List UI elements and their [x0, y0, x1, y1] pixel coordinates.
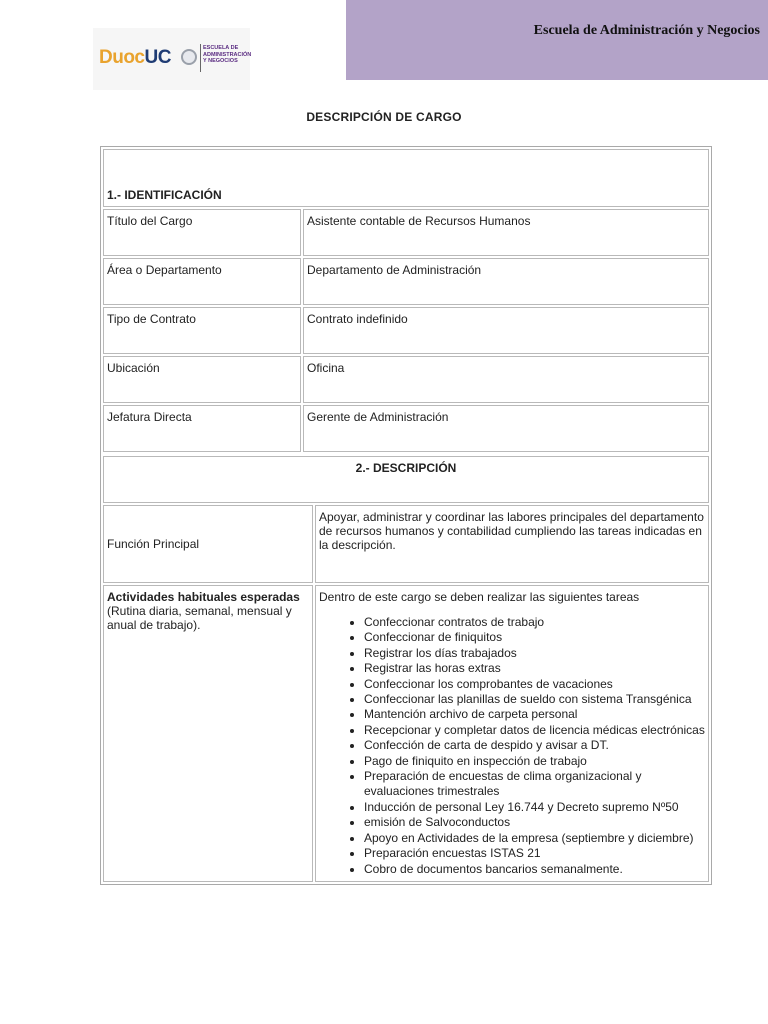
funcion-value: Apoyar, administrar y coordinar las labores principales del departamento de recursos humanos y contabilidad cumpliendo las tareas indicadas en la descripción. [315, 505, 709, 583]
duoc-uc-logo [93, 28, 250, 90]
row-value: Departamento de Administración [303, 258, 709, 305]
descripcion-table [101, 454, 711, 884]
row-label: Ubicación [103, 356, 301, 403]
row-label: Área o Departamento [103, 258, 301, 305]
logo-divider [200, 44, 201, 72]
actividades-value [315, 585, 709, 882]
table-row [103, 258, 709, 305]
descripcion-heading: 2.- DESCRIPCIÓN [103, 456, 709, 503]
table-row [103, 209, 709, 256]
row-label: Jefatura Directa [103, 405, 301, 452]
identificacion-table [101, 147, 711, 454]
funcion-label: Función Principal [103, 505, 313, 583]
list-item: • Inducción de personal Ley 16.744 y Decreto supremo Nº50 [364, 800, 705, 815]
row-value: Asistente contable de Recursos Humanos [303, 209, 709, 256]
identificacion-heading: 1.- IDENTIFICACIÓN [103, 149, 709, 207]
table-row [103, 356, 709, 403]
list-item: • Registrar las horas extras [364, 661, 705, 676]
list-item: • Preparación de encuestas de clima organizacional y evaluaciones trimestrales [364, 769, 705, 800]
school-name: Escuela de Administración y Negocios [533, 23, 760, 38]
list-item: • Cobro de documentos bancarios semanalmente. [364, 862, 705, 877]
list-item: • Confeccionar de finiquitos [364, 630, 705, 645]
list-item: • Confeccionar los comprobantes de vacaciones [364, 677, 705, 692]
logo-wordmark: DuocUC [99, 47, 171, 68]
logo-subtitle: ESCUELA DE ADMINISTRACIÓN Y NEGOCIOS [203, 45, 252, 64]
row-value: Oficina [303, 356, 709, 403]
job-description-frame [100, 146, 712, 885]
actividades-label: Actividades habituales esperadas (Rutina diaria, semanal, mensual y anual de trabajo). [103, 585, 313, 882]
table-row [103, 505, 709, 583]
list-item: • Confección de carta de despido y avisar a DT. [364, 738, 705, 753]
list-item: • emisión de Salvoconductos [364, 815, 705, 830]
list-item: • Recepcionar y completar datos de licencia médicas electrónicas [364, 723, 705, 738]
list-item: • Apoyo en Actividades de la empresa (septiembre y diciembre) [364, 831, 705, 846]
seal-icon [181, 49, 197, 65]
list-item: • Preparación encuestas ISTAS 21 [364, 846, 705, 861]
list-item: • Mantención archivo de carpeta personal [364, 707, 705, 722]
list-item: • Pago de finiquito en inspección de trabajo [364, 754, 705, 769]
row-label: Título del Cargo [103, 209, 301, 256]
table-row [103, 405, 709, 452]
table-row [103, 307, 709, 354]
list-item: • Registrar los días trabajados [364, 646, 705, 661]
row-label: Tipo de Contrato [103, 307, 301, 354]
list-item: • Confeccionar contratos de trabajo [364, 615, 705, 630]
row-value: Contrato indefinido [303, 307, 709, 354]
actividades-intro: Dentro de este cargo se deben realizar las siguientes tareas [319, 590, 640, 604]
page-title: DESCRIPCIÓN DE CARGO [306, 110, 462, 124]
row-value: Gerente de Administración [303, 405, 709, 452]
header-band [346, 0, 768, 80]
list-item: • Confeccionar las planillas de sueldo con sistema Transgénica [364, 692, 705, 707]
table-row [103, 585, 709, 882]
task-list [319, 615, 705, 877]
